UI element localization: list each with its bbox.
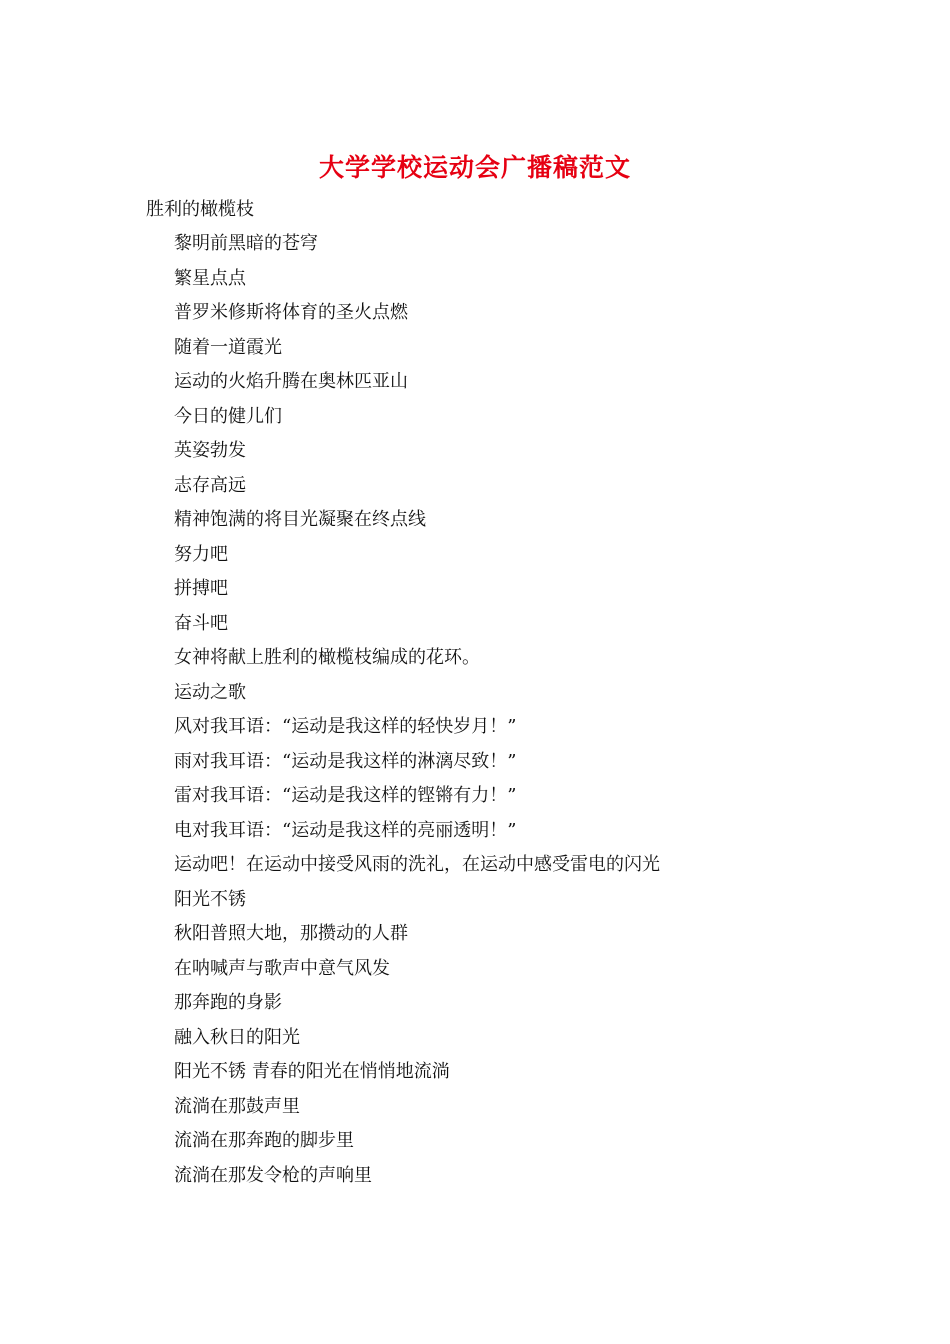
poem-line: 随着一道霞光 [174, 336, 282, 358]
poem-line: 繁星点点 [174, 267, 246, 289]
poem-line: 今日的健儿们 [174, 405, 282, 427]
poem-lines [174, 230, 660, 1196]
poem-line: 那奔跑的身影 [174, 992, 282, 1013]
poem-line: 英姿勃发 [174, 440, 246, 461]
poem-line: 普罗米修斯将体育的圣火点燃 [174, 302, 408, 323]
poem-line: 电对我耳语：“运动是我这样的亮丽透明！” [174, 819, 517, 841]
poem-line: 风对我耳语：“运动是我这样的轻快岁月！” [174, 716, 517, 737]
poem-line: 运动吧！在运动中接受风雨的洗礼，在运动中感受雷电的闪光 [174, 854, 660, 875]
poem-line: 运动的火焰升腾在奥林匹亚山 [174, 371, 408, 392]
poem-line: 融入秋日的阳光 [174, 1026, 300, 1048]
poem-line: 流淌在那鼓声里 [174, 1095, 300, 1117]
poem-line: 运动之歌 [174, 681, 246, 703]
poem-line: 女神将献上胜利的橄榄枝编成的花环。 [174, 647, 480, 668]
poem-line: 拼搏吧 [174, 578, 228, 599]
poem-title-line: 胜利的橄榄枝 [146, 199, 254, 220]
document-title: 大学学校运动会广播稿范文 [318, 153, 631, 182]
poem-line: 阳光不锈 青春的阳光在悄悄地流淌 [174, 1061, 450, 1082]
poem-line: 志存高远 [174, 474, 246, 496]
poem-line: 奋斗吧 [174, 612, 228, 634]
poem-line: 流淌在那发令枪的声响里 [174, 1164, 372, 1186]
poem-line: 努力吧 [174, 543, 228, 565]
poem-line: 雨对我耳语：“运动是我这样的淋漓尽致！” [174, 750, 517, 772]
poem-line: 黎明前黑暗的苍穹 [174, 233, 318, 254]
poem-line: 流淌在那奔跑的脚步里 [174, 1130, 354, 1151]
poem-line: 秋阳普照大地，那攒动的人群 [174, 923, 408, 944]
poem-line: 在呐喊声与歌声中意气风发 [174, 957, 390, 979]
poem-line: 精神饱满的将目光凝聚在终点线 [174, 509, 426, 530]
poem-line: 阳光不锈 [174, 888, 246, 910]
poem-line: 雷对我耳语：“运动是我这样的铿锵有力！” [174, 785, 517, 806]
